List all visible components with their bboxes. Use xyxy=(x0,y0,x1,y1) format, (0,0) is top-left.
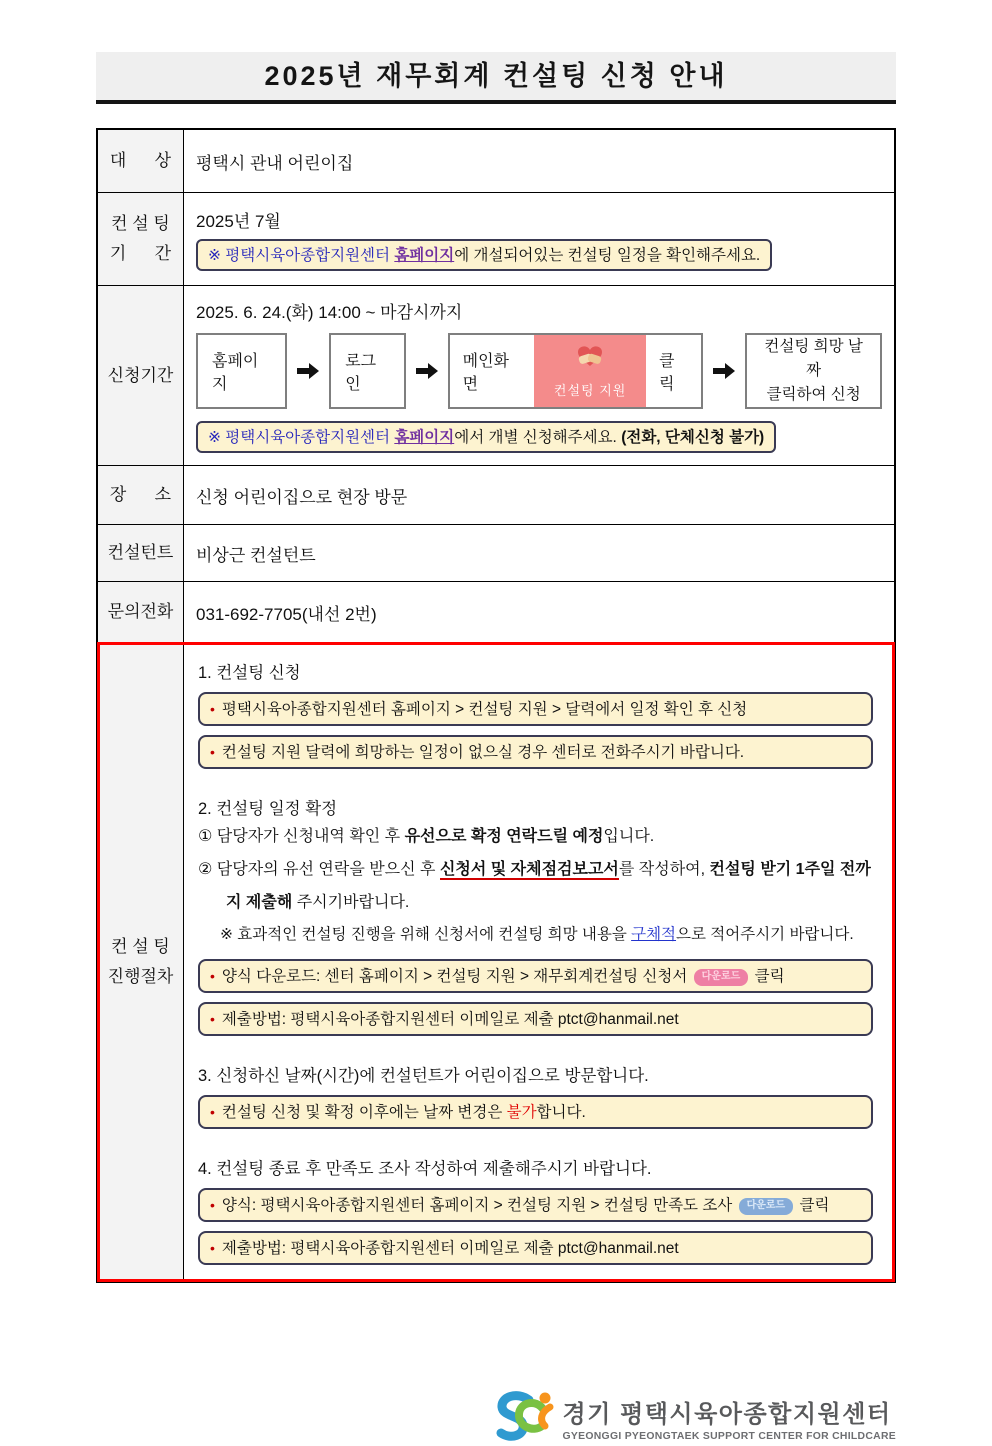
procedure-section-4 xyxy=(198,1151,880,1265)
consulting-support-tile xyxy=(534,335,646,407)
info-table xyxy=(96,128,896,1283)
procedure-section-1 xyxy=(198,655,880,769)
table-row-apply-period xyxy=(98,286,894,466)
highlight-box: • 제출방법: 평택시육아종합지원센터 이메일로 제출 ptct@hanmail.net xyxy=(198,1231,873,1265)
sub-note: ※ 효과적인 컨설팅 진행을 위해 신청서에 컨설팅 희망 내용을 구체적으로 적어주시기 바랍니다. xyxy=(220,926,854,944)
highlight-box: • 평택시육아종합지원센터 홈페이지 > 컨설팅 지원 > 달력에서 일정 확인 후 신청 xyxy=(198,692,873,726)
row-label-place: 장 소 xyxy=(98,466,184,524)
table-row-place xyxy=(98,466,894,525)
table-row-procedure xyxy=(98,643,894,1281)
flow-step-mainscreen: 메인화면 컨설팅 지원 클릭 xyxy=(448,333,704,409)
row-label-phone: 문의전화 xyxy=(98,582,184,642)
procedure-section-3 xyxy=(198,1058,880,1129)
table-row-period xyxy=(98,193,894,286)
sci-childcare-logo-icon xyxy=(493,1389,553,1446)
row-label-consultant: 컨설턴트 xyxy=(98,525,184,581)
footer-org-name-en: GYEONGGI PYEONGTAEK SUPPORT CENTER FOR CHILDCARE xyxy=(562,1430,896,1442)
highlight-box: • 제출방법: 평택시육아종합지원센터 이메일로 제출 ptct@hanmail.net xyxy=(198,1002,873,1036)
target-value: 평택시 관내 어린이집 xyxy=(196,153,354,173)
homepage-link[interactable]: 홈페이지 xyxy=(394,429,455,446)
handshake-hearts-icon xyxy=(571,343,609,378)
row-label-apply-period: 신청기간 xyxy=(98,286,184,465)
apply-date: 2025. 6. 24.(화) 14:00 ~ 마감시까지 xyxy=(196,303,463,322)
download-badge[interactable]: 다운로드 xyxy=(694,969,749,986)
procedure-section-2 xyxy=(198,791,880,1036)
page-title: 2025년 재무회계 컨설팅 신청 안내 xyxy=(96,52,896,104)
flow-step-homepage: 홈페이지 xyxy=(196,333,287,409)
footer-org-name-kr: 경기 평택시육아종합지원센터 xyxy=(562,1400,892,1428)
apply-flow-diagram xyxy=(196,333,882,409)
footer-logo xyxy=(96,1389,896,1446)
table-row-target xyxy=(98,130,894,193)
section-heading: 4. 컨설팅 종료 후 만족도 조사 작성하여 제출해주시기 바랍니다. xyxy=(198,1160,652,1179)
phone-value: 031-692-7705(내선 2번) xyxy=(196,604,377,624)
arrow-right-icon xyxy=(712,362,736,380)
flow-step-pick-date: 컨설팅 희망 날짜 클릭하여 신청 xyxy=(745,333,882,409)
arrow-right-icon xyxy=(415,362,439,380)
section-heading: 3. 신청하신 날짜(시간)에 컨설턴트가 어린이집으로 방문합니다. xyxy=(198,1067,649,1086)
flow-step-login: 로그인 xyxy=(329,333,405,409)
row-label-procedure: 컨 설 팅 진행절차 xyxy=(98,643,184,1281)
table-row-consultant xyxy=(98,525,894,582)
apply-note: ※ 평택시육아종합지원센터 홈페이지에서 개별 신청해주세요. (전화, 단체신청 불가) xyxy=(196,421,776,453)
consultant-value: 비상근 컨설턴트 xyxy=(196,545,316,565)
download-badge[interactable]: 다운로드 xyxy=(739,1198,794,1215)
highlight-box: • 양식: 평택시육아종합지원센터 홈페이지 > 컨설팅 지원 > 컨설팅 만족도 조사 다운로드 클릭 xyxy=(198,1188,873,1222)
highlight-box: • 컨설팅 신청 및 확정 이후에는 날짜 변경은 불가합니다. xyxy=(198,1095,873,1129)
place-value: 신청 어린이집으로 현장 방문 xyxy=(196,487,408,507)
highlight-box: • 컨설팅 지원 달력에 희망하는 일정이 없으실 경우 센터로 전화주시기 바랍니다. xyxy=(198,735,873,769)
table-row-phone xyxy=(98,582,894,643)
section-heading: 1. 컨설팅 신청 xyxy=(198,664,301,682)
numbered-item-2: ② 담당자의 유선 연락을 받으신 후 신청서 및 자체점검보고서를 작성하여, 컨설팅 받기 1주일 전까지 제출해 주시기바랍니다. xyxy=(198,860,871,911)
period-note: ※ 평택시육아종합지원센터 홈페이지에 개설되어있는 컨설팅 일정을 확인해주세요. xyxy=(196,239,772,271)
row-label-period: 컨 설 팅 기 간 xyxy=(98,193,184,285)
homepage-link[interactable]: 홈페이지 xyxy=(394,247,455,264)
arrow-right-icon xyxy=(296,362,320,380)
tile-label: 컨설팅 지원 xyxy=(553,383,627,398)
section-heading: 2. 컨설팅 일정 확정 xyxy=(198,800,338,818)
row-label-target: 대 상 xyxy=(98,130,184,192)
highlight-box: • 양식 다운로드: 센터 홈페이지 > 컨설팅 지원 > 재무회계컨설팅 신청서 다운로드 클릭 xyxy=(198,959,873,993)
period-value: 2025년 7월 xyxy=(196,212,281,231)
numbered-item-1: ① 담당자가 신청내역 확인 후 유선으로 확정 연락드릴 예정입니다. xyxy=(198,828,655,845)
